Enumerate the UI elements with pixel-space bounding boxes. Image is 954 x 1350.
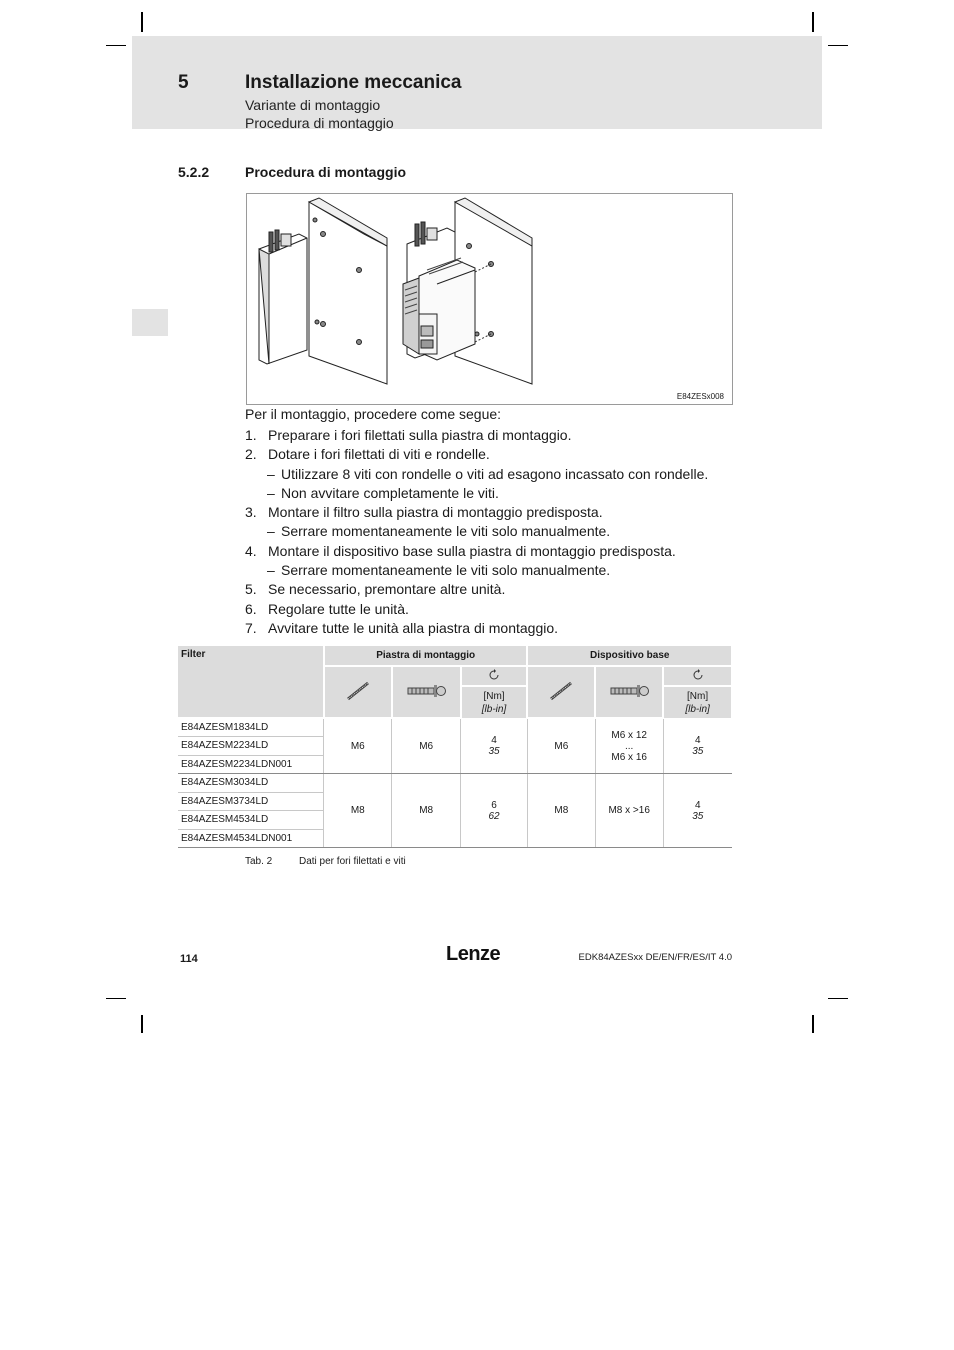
list-item [245,465,745,484]
table-caption-text: Dati per fori filettati e viti [299,856,406,867]
torque-nm: 4 [695,734,701,746]
torque-nm: 4 [491,734,497,746]
header-base-device: Dispositivo base [527,646,732,666]
step-number: 3. [245,504,257,521]
step-text: Preparare i fori filettati sulla piastra di montaggio. [268,427,572,443]
step-text: Avvitare tutte le unità alla piastra di montaggio. [268,619,559,636]
header-filter: Filter [178,646,324,718]
base-screw-min: M6 x 12 [611,729,647,741]
step-text: Montare il dispositivo base sulla piastra di montaggio predisposta. [268,542,676,559]
plate-torque [461,718,528,774]
step-text: Dotare i fori filettati di viti e rondelle. [268,446,490,463]
step-text: Regolare tutte le unità. [268,600,409,617]
filter-name: E84AZESM3734LD [178,792,324,811]
chapter-header-band [132,36,822,129]
side-tab-marker [132,309,168,336]
chapter-subtitle: Procedura di montaggio [245,115,394,131]
base-screw-max: M6 x 16 [611,751,647,763]
chapter-number: 5 [178,72,189,93]
filter-name: E84AZESM4534LDN001 [178,829,324,848]
filter-name: E84AZESM3034LD [178,774,324,793]
list-item [245,619,745,638]
thread-bolt-icon [324,666,392,718]
unit-nm: [Nm] [687,690,709,702]
section-title: Procedura di montaggio [245,164,407,180]
base-screw-ellipsis: ... [625,740,634,752]
list-item [245,503,745,522]
crop-mark [812,1015,814,1033]
lenze-logo: Lenze [446,943,501,965]
step-number: 1. [245,427,257,443]
intro-text: Per il montaggio, procedere come segue: [245,406,502,422]
list-item [245,484,745,503]
dash-bullet: – [267,484,275,501]
plate-thread: M8 [324,774,392,848]
table-caption-number: Tab. 2 [245,856,273,867]
torque-nm: 4 [695,799,701,811]
screw-data-table [178,646,733,848]
torque-arrow-icon [461,666,528,686]
base-torque [663,718,732,774]
filter-name: E84AZESM2234LD [178,737,324,756]
crop-mark [828,45,848,46]
plate-screw: M8 [392,774,461,848]
base-thread: M8 [527,774,595,848]
header-mounting-plate: Piastra di montaggio [324,646,528,666]
list-item [245,561,745,580]
filter-name: E84AZESM1834LD [178,718,324,737]
page-number: 114 [180,953,198,965]
torque-unit [461,686,528,718]
crop-mark [141,12,143,32]
chapter-subtitle: Variante di montaggio [245,97,381,113]
torque-lbin: 35 [692,810,704,822]
substep-text: Utilizzare 8 viti con rondelle o viti ad esagono incassato con rondelle. [281,465,709,482]
procedure-list [245,426,745,638]
torque-arrow-icon [663,666,732,686]
list-item [245,522,745,541]
crop-mark [828,998,848,999]
dash-bullet: – [267,562,275,579]
plate-torque [461,774,528,848]
filter-name: E84AZESM2234LDN001 [178,755,324,774]
substep-text: Non avvitare completamente le viti. [281,484,499,501]
unit-nm: [Nm] [483,690,505,702]
torque-lbin: 62 [488,810,500,822]
mounting-drawing [247,194,734,406]
figure-code: E84ZESx008 [676,392,724,401]
list-item [245,426,745,445]
step-number: 4. [245,542,257,559]
torque-lbin: 35 [692,745,704,757]
step-text: Se necessario, premontare altre unità. [268,581,506,598]
list-item [245,580,745,599]
step-number: 2. [245,446,257,463]
step-number: 7. [245,619,257,636]
base-thread: M6 [527,718,595,774]
thread-bolt-icon [527,666,595,718]
dash-bullet: – [267,523,275,540]
section-number: 5.2.2 [178,164,210,180]
unit-lbin: [lb-in] [685,703,710,715]
base-screw: M8 x >16 [595,774,663,848]
mounting-illustration [246,193,733,405]
dash-bullet: – [267,465,275,482]
torque-nm: 6 [491,799,497,811]
document-id: EDK84AZESxx DE/EN/FR/ES/IT 4.0 [578,952,732,963]
substep-text: Serrare momentaneamente le viti solo manualmente. [281,523,611,540]
chapter-title: Installazione meccanica [245,72,462,93]
torque-lbin: 35 [488,745,500,757]
crop-mark [106,45,126,46]
base-screw [595,718,663,774]
step-number: 6. [245,600,257,617]
list-item [245,445,745,464]
list-item [245,600,745,619]
step-text: Montare il filtro sulla piastra di montaggio predisposta. [268,504,603,521]
crop-mark [106,998,126,999]
screw-washer-icon [595,666,663,718]
plate-thread: M6 [324,718,392,774]
plate-screw: M6 [392,718,461,774]
substep-text: Serrare momentaneamente le viti solo manualmente. [281,562,611,579]
crop-mark [141,1015,143,1033]
unit-lbin: [lb-in] [481,703,507,715]
screw-washer-icon [392,666,461,718]
filter-name: E84AZESM4534LD [178,811,324,830]
base-torque [663,774,732,848]
torque-unit [663,686,732,718]
step-number: 5. [245,581,257,598]
crop-mark [812,12,814,32]
list-item [245,542,745,561]
